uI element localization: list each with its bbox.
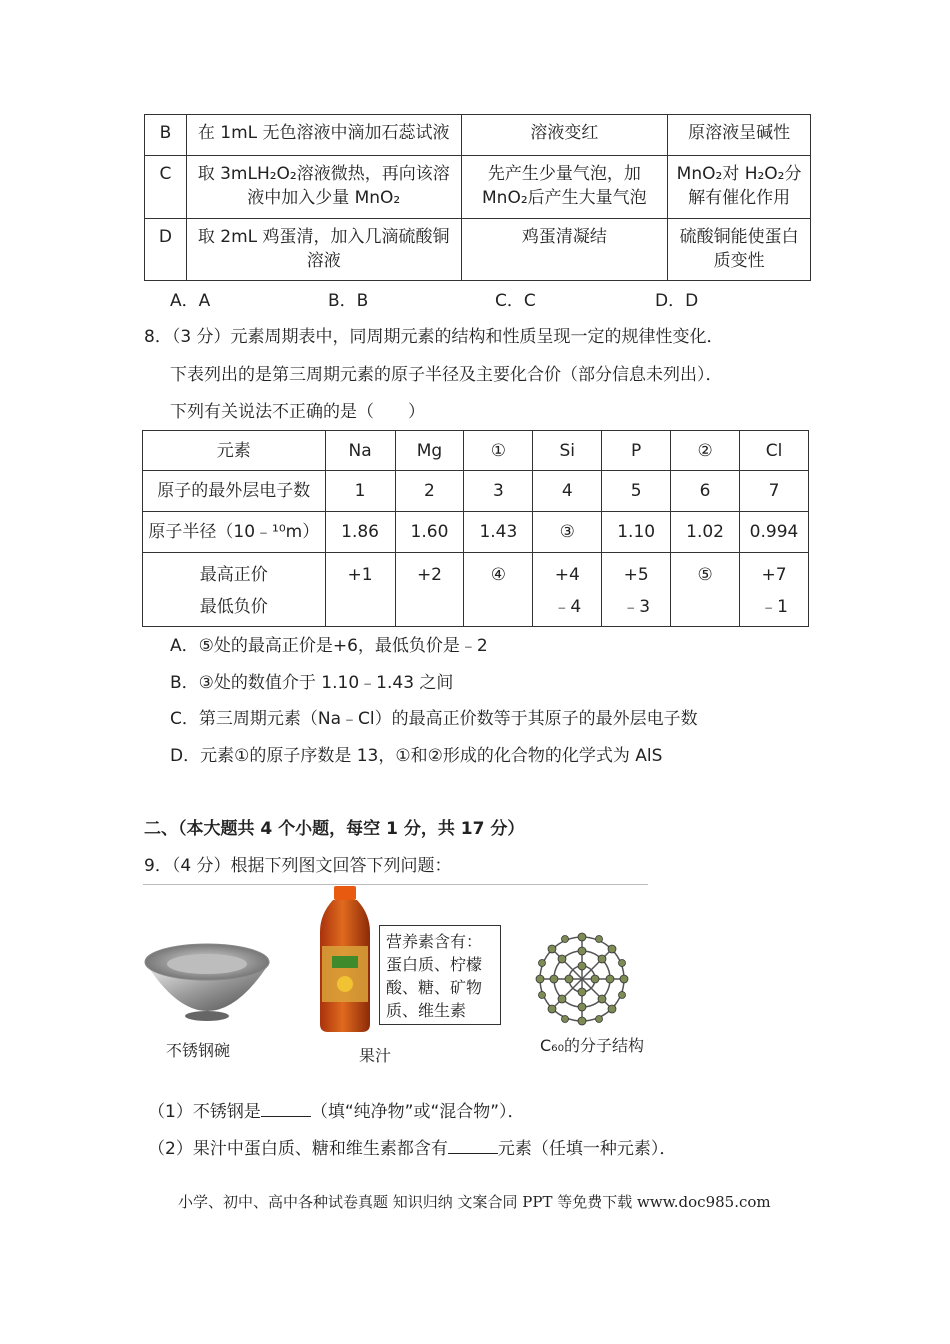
value-cell: 6: [671, 471, 740, 512]
cell-line: +4: [554, 565, 580, 585]
operation-cell: [186, 156, 461, 219]
conclusion-cell: 原溶液呈碱性: [668, 115, 811, 156]
cell-line: 质变性: [713, 251, 765, 271]
nutrient-line: 蛋白质、柠檬: [386, 955, 483, 974]
cell-line: 解有催化作用: [688, 188, 791, 208]
q9-sub1: [148, 1097, 525, 1122]
cell-line: ⑤: [697, 565, 713, 585]
element-cell: Cl: [740, 431, 809, 471]
phenomenon-cell: 鸡蛋清凝结: [461, 219, 668, 281]
valence-cell: [740, 553, 809, 627]
q8-option-c: C．第三周期元素（Na﹣Cl）的最高正价数等于其原子的最外层电子数: [170, 709, 698, 729]
operation-cell: [186, 219, 461, 281]
value-cell: 0.994: [740, 512, 809, 553]
element-cell: Mg: [395, 431, 464, 471]
valence-cell: [671, 553, 740, 627]
c60-caption: C₆₀的分子结构: [540, 1036, 645, 1055]
conclusion-cell: [668, 219, 811, 281]
nutrient-box: [379, 925, 501, 1025]
option-cell: C: [145, 156, 187, 219]
table-row: [143, 471, 809, 512]
q9-stem: 9．（4 分）根据下列图文回答下列问题：: [144, 856, 452, 876]
q7-choice-c: C．C: [495, 291, 536, 311]
value-cell: 2: [395, 471, 464, 512]
element-cell: Na: [325, 431, 395, 471]
cell-line: ﹣3: [622, 597, 651, 617]
cell-line: 最低负价: [199, 597, 268, 617]
q9-sub2-text-a: （2）果汁中蛋白质、糖和维生素都含有: [148, 1139, 448, 1159]
q8-option-a: A．⑤处的最高正价是+6，最低负价是﹣2: [170, 636, 488, 656]
value-cell: 1.43: [464, 512, 533, 553]
valence-cell: [325, 553, 395, 627]
c60-molecule-image: [532, 931, 632, 1027]
answer-blank[interactable]: [448, 1137, 498, 1154]
q7-table: [144, 114, 811, 281]
q9-sub2: [148, 1134, 676, 1159]
answer-blank[interactable]: [261, 1100, 311, 1117]
phenomenon-cell: [461, 156, 668, 219]
cell-line: 取 2mL 鸡蛋清，加入几滴硫酸铜: [197, 227, 450, 247]
value-cell: 7: [740, 471, 809, 512]
cell-line: +7: [761, 565, 787, 585]
q9-sub1-text-a: （1）不锈钢是: [148, 1102, 261, 1122]
q9-sub2-text-b: 元素（任填一种元素）．: [497, 1139, 677, 1159]
operation-cell: 在 1mL 无色溶液中滴加石蕊试液: [186, 115, 461, 156]
row-label: [143, 553, 326, 627]
element-cell: P: [602, 431, 671, 471]
page-footer: 小学、初中、高中各种试卷真题 知识归纳 文案合同 PPT 等免费下载 www.doc985.com: [178, 1193, 771, 1211]
value-cell: 3: [464, 471, 533, 512]
valence-cell: [395, 553, 464, 627]
q8-stem-line2: 下表列出的是第三周期元素的原子半径及主要化合价（部分信息未列出）．: [170, 365, 723, 385]
table-row: [143, 431, 809, 471]
value-cell: ③: [533, 512, 602, 553]
cell-line: 取 3mLH₂O₂溶液微热，再向该溶: [197, 164, 450, 184]
cell-line: +1: [347, 565, 373, 585]
phenomenon-cell: 溶液变红: [461, 115, 668, 156]
value-cell: 5: [602, 471, 671, 512]
juice-bottle-image: [314, 884, 376, 1034]
cell-line: 溶液: [306, 251, 341, 271]
table-row: [145, 219, 811, 281]
value-cell: 1.02: [671, 512, 740, 553]
table-row: [143, 553, 809, 627]
steel-bowl-image: [140, 940, 275, 1025]
table-row: [143, 512, 809, 553]
q8-option-b: B．③处的数值介于 1.10﹣1.43 之间: [170, 673, 454, 693]
cell-line: ﹣4: [553, 597, 582, 617]
value-cell: 1.10: [602, 512, 671, 553]
cell-line: MnO₂对 H₂O₂分: [676, 164, 802, 184]
cell-line: 先产生少量气泡，加: [487, 164, 641, 184]
value-cell: 1: [325, 471, 395, 512]
nutrient-line: 质、维生素: [386, 1001, 467, 1020]
section-heading: 二、（本大题共 4 个小题，每空 1 分，共 17 分）: [144, 819, 525, 839]
nutrient-line: 酸、糖、矿物: [386, 978, 483, 997]
element-cell: Si: [533, 431, 602, 471]
value-cell: 1.86: [325, 512, 395, 553]
cell-line: +5: [623, 565, 649, 585]
q8-option-d: D．元素①的原子序数是 13，①和②形成的化合物的化学式为 AlS: [170, 746, 663, 766]
row-label: 原子的最外层电子数: [143, 471, 326, 512]
element-cell: ②: [671, 431, 740, 471]
conclusion-cell: [668, 156, 811, 219]
option-cell: B: [145, 115, 187, 156]
element-table: [142, 430, 809, 627]
cell-line: ﹣1: [760, 597, 788, 617]
valence-cell: [602, 553, 671, 627]
table-row: [145, 115, 811, 156]
valence-cell: [464, 553, 533, 627]
q7-choice-b: B．B: [328, 291, 369, 311]
bowl-caption: 不锈钢碗: [166, 1041, 231, 1060]
header-cell: 元素: [143, 431, 326, 471]
nutrient-line: 营养素含有：: [386, 932, 483, 951]
value-cell: 1.60: [395, 512, 464, 553]
cell-line: +2: [416, 565, 442, 585]
option-cell: D: [145, 219, 187, 281]
element-cell: ①: [464, 431, 533, 471]
cell-line: 最高正价: [199, 565, 268, 585]
juice-caption: 果汁: [359, 1046, 392, 1065]
value-cell: 4: [533, 471, 602, 512]
valence-cell: [533, 553, 602, 627]
q7-choice-d: D．D: [655, 291, 699, 311]
cell-line: 硫酸铜能使蛋白: [679, 227, 799, 247]
q7-choice-a: A．A: [170, 291, 211, 311]
q8-stem-line3: 下列有关说法不正确的是（ ）: [170, 402, 425, 422]
row-label: 原子半径（10﹣¹⁰m）: [143, 512, 326, 553]
q9-sub1-text-b: （填“纯净物”或“混合物”）．: [310, 1102, 525, 1122]
q8-stem-line1: 8．（3 分）元素周期表中，同周期元素的结构和性质呈现一定的规律性变化．: [144, 327, 724, 347]
table-row: [145, 156, 811, 219]
cell-line: ④: [490, 565, 506, 585]
figure-divider: [143, 884, 648, 885]
cell-line: MnO₂后产生大量气泡: [482, 188, 647, 208]
cell-line: 液中加入少量 MnO₂: [247, 188, 401, 208]
